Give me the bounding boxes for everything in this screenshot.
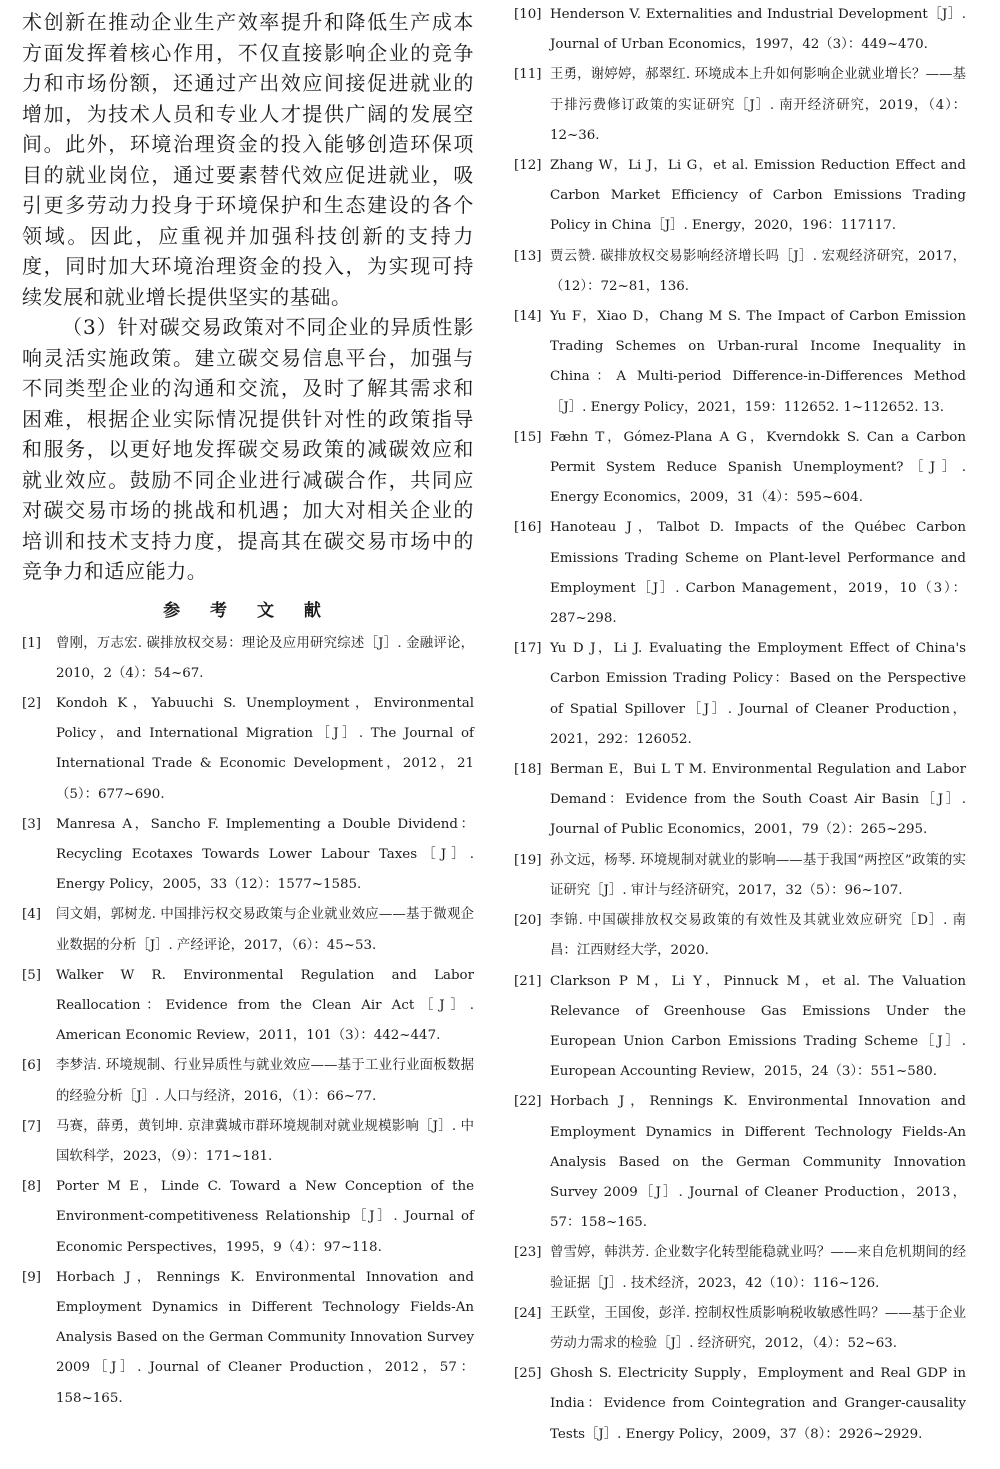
reference-number: [11]: [514, 67, 542, 83]
reference-number: [15]: [514, 429, 542, 445]
reference-number: [24]: [514, 1305, 542, 1321]
reference-number: [14]: [514, 309, 542, 325]
reference-list: [22, 629, 474, 1414]
reference-text: Horbach J，Rennings K. Environmental Innovation and Employment Dynamics in Different Technology Fields-An Analysis Based on the German Community Innovation Survey 2009［J］. Journal of Cleaner Production，2013，57：158~165.: [550, 1094, 966, 1231]
reference-item: [514, 151, 966, 242]
reference-text: 马赛，薛勇，黄钊坤. 京津冀城市群环境规制对就业规模影响［J］. 中国软科学，2023，（9）：171~181.: [56, 1118, 474, 1164]
reference-text: Manresa A，Sancho F. Implementing a Double Dividend：Recycling Ecotaxes Towards Lower Labour Taxes［J］. Energy Policy，2005，33（12）：1577~1585.: [56, 816, 474, 893]
reference-number: [20]: [514, 913, 542, 929]
reference-text: Kondoh K，Yabuuchi S. Unemployment，Environmental Policy，and International Migration［J］. The Journal of International Trade & Economic Development，2012，21（5）：677~690.: [56, 695, 474, 802]
reference-number: [3]: [22, 816, 41, 832]
reference-number: [5]: [22, 967, 41, 983]
reference-number: [19]: [514, 852, 542, 868]
right-column: [514, 0, 966, 1450]
reference-text: Berman E，Bui L T M. Environmental Regulation and Labor Demand：Evidence from the South Coast Air Basin［J］. Journal of Public Economics，2001，79（2）：265~295.: [550, 762, 966, 838]
references-heading: 参 考 文 献: [163, 600, 333, 621]
reference-text: Horbach J，Rennings K. Environmental Innovation and Employment Dynamics in Different Technology Fields-An Analysis Based on the German Community Innovation Survey 2009［J］. Journal of Cleaner Production，2012，57：158~165.: [56, 1269, 475, 1406]
reference-item: [514, 1299, 966, 1359]
reference-number: [21]: [514, 973, 542, 989]
reference-item: [514, 967, 966, 1088]
reference-number: [18]: [514, 762, 542, 778]
reference-item: [514, 634, 966, 755]
reference-item: [514, 302, 966, 423]
reference-number: [2]: [22, 695, 41, 711]
reference-number: [9]: [22, 1269, 41, 1285]
reference-item: [514, 423, 966, 514]
reference-number: [22]: [514, 1094, 542, 1110]
reference-item: [514, 60, 966, 151]
reference-text: Walker W R. Environmental Regulation and Labor Reallocation：Evidence from the Clean Air Act［J］. American Economic Review，2011，101（3）：442~447.: [56, 967, 474, 1044]
reference-item: [514, 1087, 966, 1238]
reference-text: Yu D J，Li J. Evaluating the Employment Effect of China's Carbon Emission Trading Policy：Based on the Perspective of Spatial Spillover［J］. Journal of Cleaner Production，2021，292：126052.: [550, 641, 966, 747]
reference-number: [25]: [514, 1366, 542, 1382]
reference-item: [22, 900, 474, 960]
reference-item: [514, 0, 966, 60]
reference-text: 王勇，谢婷婷，郝翠红. 环境成本上升如何影响企业就业增长？——基于排污费修订政策的实证研究［J］. 南开经济研究，2019，（4）：12~36.: [550, 67, 966, 143]
reference-item: [22, 961, 474, 1052]
reference-item: [22, 629, 474, 689]
reference-number: [10]: [514, 7, 542, 22]
reference-item: [22, 810, 474, 901]
reference-text: 李锦. 中国碳排放权交易政策的有效性及其就业效应研究［D］. 南昌：江西财经大学，2020.: [550, 913, 966, 959]
reference-item: [514, 242, 966, 302]
reference-item: [514, 1359, 966, 1450]
reference-number: [13]: [514, 248, 542, 264]
reference-text: Yu F，Xiao D，Chang M S. The Impact of Carbon Emission Trading Schemes on Urban-rural Income Inequality in China：A Multi-period Difference-in-Differences Method［J］. Energy Policy，2021，159：112652. 1~112652. 13.: [550, 309, 966, 415]
body-paragraph: （3）针对碳交易政策对不同企业的异质性影响灵活实施政策。建立碳交易信息平台，加强与不同类型企业的沟通和交流，及时了解其需求和困难，根据企业实际情况提供针对性的政策指导和服务，以更好地发挥碳交易政策的减碳效应和就业效应。鼓励不同企业进行减碳合作，共同应对碳交易市场的挑战和机遇；加大对相关企业的培训和技术支持力度，提高其在碳交易市场中的竞争力和适应能力。: [22, 315, 474, 583]
reference-text: Clarkson P M，Li Y，Pinnuck M，et al. The Valuation Relevance of Greenhouse Gas Emissions Under the European Union Carbon Emissions Trading Scheme［J］. European Accounting Review，2015，24（3）：551~580.: [550, 973, 966, 1080]
reference-item: [514, 513, 966, 634]
reference-text: 曾刚，万志宏. 碳排放权交易：理论及应用研究综述［J］. 金融评论，2010，2（4）：54~67.: [56, 635, 474, 681]
reference-text: Hanoteau J，Talbot D. Impacts of the Québec Carbon Emissions Trading Scheme on Plant-level Performance and Employment［J］. Carbon Management，2019，10（3）：287~298.: [550, 520, 966, 627]
reference-number: [6]: [22, 1058, 41, 1074]
reference-item: [514, 906, 966, 966]
reference-item: [22, 1172, 474, 1263]
reference-text: 王跃堂，王国俊，彭洋. 控制权性质影响税收敏感性吗？——基于企业劳动力需求的检验［J］. 经济研究，2012，（4）：52~63.: [550, 1305, 966, 1351]
reference-list: [514, 0, 966, 1450]
reference-number: [12]: [514, 158, 542, 174]
reference-text: 闫文娟，郭树龙. 中国排污权交易政策与企业就业效应——基于微观企业数据的分析［J］. 产经评论，2017，（6）：45~53.: [56, 907, 474, 953]
reference-number: [16]: [514, 520, 542, 536]
reference-number: [4]: [22, 907, 41, 923]
reference-item: [22, 1263, 474, 1414]
reference-text: Fæhn T，Gómez-Plana A G，Kverndokk S. Can a Carbon Permit System Reduce Spanish Unemployment?［J］. Energy Economics，2009，31（4）：595~604.: [550, 429, 966, 506]
reference-item: [514, 755, 966, 846]
reference-item: [514, 846, 966, 906]
reference-number: [23]: [514, 1245, 542, 1261]
reference-item: [514, 1238, 966, 1298]
body-paragraph: 术创新在推动企业生产效率提升和降低生产成本方面发挥着核心作用，不仅直接影响企业的竞争力和市场份额，还通过产出效应间接促进就业的增加，为技术人员和专业人才提供广阔的发展空间。此外，环境治理资金的投入能够创造环保项目的就业岗位，通过要素替代效应促进就业，吸引更多劳动力投身于环境保护和生态建设的各个领域。因此，应重视并加强科技创新的支持力度，同时加大环境治理资金的投入，为实现可持续发展和就业增长提供坚实的基础。: [22, 10, 474, 309]
reference-number: [8]: [22, 1179, 41, 1195]
reference-text: Zhang W，Li J，Li G，et al. Emission Reduction Effect and Carbon Market Efficiency of Carbon Emissions Trading Policy in China［J］. Energy，2020，196：117117.: [550, 158, 966, 234]
reference-item: [22, 1051, 474, 1111]
reference-text: Ghosh S. Electricity Supply，Employment and Real GDP in India：Evidence from Cointegration and Granger-causality Tests［J］. Energy Policy，2009，37（8）：2926~2929.: [550, 1366, 966, 1442]
reference-text: 贾云赞. 碳排放权交易影响经济增长吗［J］. 宏观经济研究，2017，（12）：72~81，136.: [550, 248, 966, 294]
reference-number: [1]: [22, 635, 41, 651]
reference-text: 孙文远，杨琴. 环境规制对就业的影响——基于我国“两控区”政策的实证研究［J］. 审计与经济研究，2017，32（5）：96~107.: [550, 852, 966, 898]
reference-number: [7]: [22, 1118, 41, 1134]
reference-item: [22, 689, 474, 810]
reference-item: [22, 1112, 474, 1172]
reference-text: Henderson V. Externalities and Industrial Development［J］. Journal of Urban Economics，1997，42（3）：449~470.: [550, 7, 966, 53]
reference-number: [17]: [514, 641, 542, 657]
reference-text: 李梦洁. 环境规制、行业异质性与就业效应——基于工业行业面板数据的经验分析［J］. 人口与经济，2016，（1）：66~77.: [56, 1058, 474, 1104]
reference-text: Porter M E，Linde C. Toward a New Conception of the Environment-competitiveness Relationship［J］. Journal of Economic Perspectives，1995，9（4）：97~118.: [56, 1179, 474, 1255]
left-column: [22, 0, 474, 1414]
reference-text: 曾雪婷，韩洪芳. 企业数字化转型能稳就业吗？——来自危机期间的经验证据［J］. 技术经济，2023，42（10）：116~126.: [550, 1245, 966, 1291]
